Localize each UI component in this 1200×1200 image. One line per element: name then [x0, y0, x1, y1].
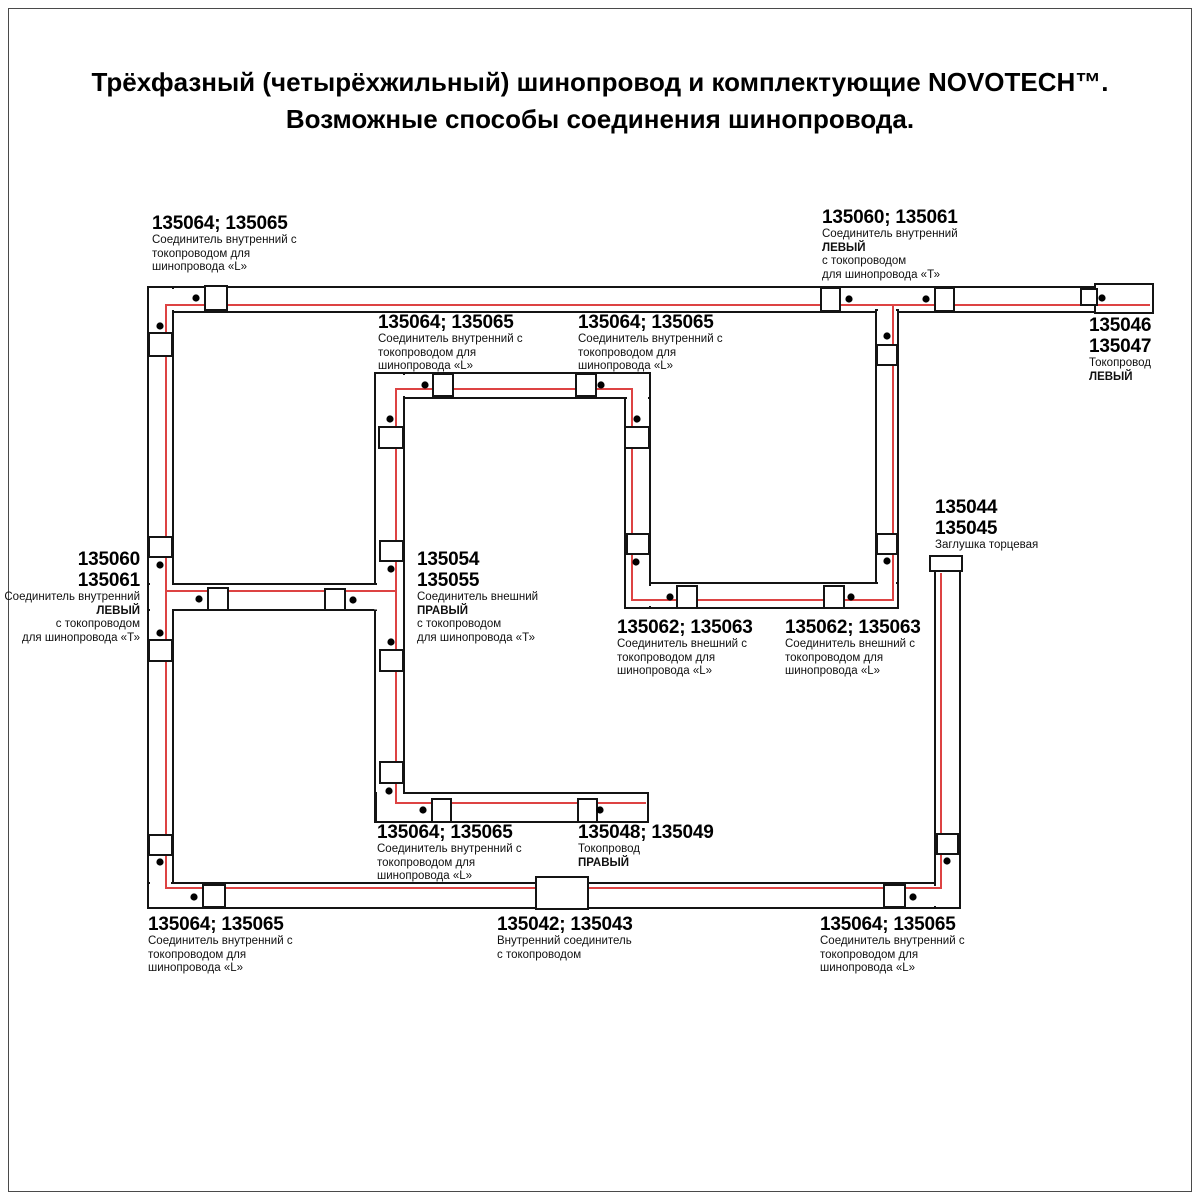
fixing-dot [922, 295, 929, 302]
part-description-line: с токопроводом [497, 948, 582, 961]
part-label-feed-left-top-right [1089, 315, 1151, 384]
connector-joint-box [824, 586, 844, 608]
part-description-line: токопроводом для [820, 948, 919, 961]
part-label-feed-right [578, 822, 714, 870]
part-description-line: Соединитель внешний с [617, 638, 748, 650]
fixing-dot [195, 595, 202, 602]
connector-joint-box [380, 762, 403, 783]
part-label-connector-external-L-2 [785, 617, 921, 679]
fixing-dot [1098, 294, 1105, 301]
fixing-dot [156, 629, 163, 636]
part-number: 135042; 135043 [497, 914, 633, 935]
connector-joint-box [149, 835, 172, 855]
part-description-line: токопроводом для [617, 651, 716, 664]
part-label-connector-internal-T-left-top [822, 207, 958, 282]
part-number: 135054 [417, 549, 480, 570]
title-line-1: Трёхфазный (четырёхжильный) шинопровод и комплектующие NOVOTECH™. [91, 67, 1109, 97]
fixing-dot [190, 893, 197, 900]
connector-joint-box [380, 650, 403, 671]
part-description-line: токопроводом для [152, 247, 251, 260]
part-description-line: токопроводом для [377, 856, 476, 869]
track-joint-fill [171, 289, 175, 310]
part-label-connector-internal-T-left-side [4, 549, 140, 645]
track-joint-fill [403, 375, 408, 396]
fixing-dot [387, 565, 394, 572]
track-joint-fill [874, 586, 879, 606]
part-number: 135062; 135063 [785, 617, 921, 638]
part-number: 135061 [77, 570, 140, 591]
fixing-dot [883, 332, 890, 339]
part-label-end-cap [935, 497, 1038, 553]
part-description-line: шинопровода «L» [578, 360, 674, 373]
connector-joint-box [149, 537, 172, 557]
part-description-line: ПРАВЫЙ [417, 604, 469, 617]
connector-joint-box [576, 374, 596, 396]
connector-joint-box [205, 286, 227, 310]
part-description-line: Токопровод [578, 843, 640, 855]
connector-joint-box [877, 345, 897, 365]
track-segment [930, 556, 962, 571]
fixing-dot [883, 557, 890, 564]
connector-joint-box [203, 885, 225, 907]
part-description-line: шинопровода «L» [148, 962, 244, 975]
part-description-line: Соединитель внутренний с [378, 333, 523, 345]
part-description-line: Соединитель внутренний с [820, 935, 965, 947]
fixing-dot [385, 787, 392, 794]
track-segment [625, 373, 650, 608]
track-segment [148, 584, 404, 610]
fixing-dot [156, 561, 163, 568]
track-joint-fill [150, 608, 172, 613]
track-joint-fill [171, 887, 175, 906]
part-description-line: ЛЕВЫЙ [96, 604, 140, 617]
part-description-line: шинопровода «L» [785, 665, 881, 678]
connector-joint-box [677, 586, 697, 608]
connector-joint-box [433, 374, 453, 396]
part-description-line: для шинопровода «Т» [22, 631, 140, 644]
connector-joint-box [379, 427, 403, 448]
connector-joint-box [208, 588, 228, 610]
fixing-dot [386, 415, 393, 422]
fixing-dot [666, 593, 673, 600]
title-line-2: Возможные способы соединения шинопровода. [285, 104, 915, 134]
part-number: 135048; 135049 [578, 822, 714, 843]
part-number: 135064; 135065 [377, 822, 513, 843]
part-number: 135064; 135065 [148, 914, 284, 935]
track-joint-fill [624, 375, 629, 396]
part-description-line: с токопроводом [55, 618, 140, 631]
connector-joint-box [536, 877, 588, 909]
part-description-line: ПРАВЫЙ [578, 856, 630, 869]
track-joint-fill [627, 581, 648, 586]
fixing-dot [156, 858, 163, 865]
fixing-dot [192, 294, 199, 301]
part-description-line: Соединитель внутренний с [377, 843, 522, 855]
part-number: 135064; 135065 [378, 312, 514, 333]
track-segment [375, 373, 650, 398]
fixing-dot [419, 806, 426, 813]
connector-joint-box [149, 640, 172, 661]
part-number: 135046 [1089, 315, 1152, 336]
connector-joint-box [578, 799, 597, 822]
fixing-dot [943, 857, 950, 864]
track-joint-fill [377, 608, 403, 613]
track-joint-fill [171, 586, 175, 608]
fixing-dot [597, 381, 604, 388]
track-joint-fill [627, 396, 648, 401]
part-description-line: Соединитель внешний [417, 591, 539, 603]
fixing-dot [632, 558, 639, 565]
track-segment [625, 583, 898, 608]
connector-joint-box [625, 427, 649, 448]
part-number: 135060 [77, 549, 140, 570]
track-joint-fill [150, 881, 171, 885]
fixing-dot [349, 596, 356, 603]
fixing-dot [421, 381, 428, 388]
track-segment [376, 793, 648, 822]
part-number: 135064; 135065 [820, 914, 956, 935]
part-description-line: Соединитель внутренний с [578, 333, 723, 345]
track-joint-fill [377, 583, 403, 589]
connector-joint-box [935, 288, 954, 311]
part-label-connector-internal-L-bottom-left [148, 914, 293, 976]
track-joint-fill [374, 586, 378, 610]
part-description-line: Соединитель внутренний с [148, 935, 293, 947]
connector-joint-box [380, 541, 403, 561]
connector-joint-box [937, 834, 958, 854]
fixing-dot [845, 295, 852, 302]
fixing-dot [156, 322, 163, 329]
part-label-connector-internal-L-bottom-mid [377, 822, 522, 884]
track-joint-fill [648, 586, 653, 606]
part-label-connector-external-L-1 [617, 617, 753, 679]
part-description-line: Соединитель внутренний [822, 228, 958, 240]
fixing-dot [909, 893, 916, 900]
fixing-dot [633, 415, 640, 422]
track-joint-fill [377, 396, 402, 401]
part-description-line: Соединитель внутренний с [152, 234, 297, 246]
part-description-line: для шинопровода «Т» [822, 268, 940, 281]
part-description-line: токопроводом для [578, 346, 677, 359]
part-description-line: Внутренний соединитель [497, 935, 632, 947]
part-description-line: шинопровода «L» [377, 870, 473, 883]
part-number: 135055 [417, 570, 480, 591]
connector-joint-box [325, 589, 345, 610]
part-number: 135044 [935, 497, 998, 518]
part-label-connector-internal-L-top-left [152, 213, 297, 275]
part-description-line: с токопроводом [417, 618, 502, 631]
fixing-dot [847, 593, 854, 600]
part-number: 135064; 135065 [152, 213, 288, 234]
part-description-line: Соединитель внешний с [785, 638, 916, 650]
connector-joint-box [877, 534, 897, 554]
part-description-line: шинопровода «L» [617, 665, 713, 678]
part-number: 135047 [1089, 336, 1152, 357]
connector-joint-box [1081, 289, 1097, 305]
part-description-line: токопроводом для [378, 346, 477, 359]
part-number: 135045 [935, 518, 998, 539]
track-joint-fill [150, 583, 172, 589]
part-description-line: шинопровода «L» [152, 261, 248, 274]
part-label-connector-external-T-right [417, 549, 538, 645]
part-description-line: Токопровод [1089, 357, 1151, 369]
part-description-line: с токопроводом [822, 255, 907, 268]
track-joint-fill [403, 795, 408, 821]
connector-joint-box [884, 885, 905, 907]
fixing-dot [596, 806, 603, 813]
connector-joint-box [821, 288, 840, 311]
part-description-line: Соединитель внутренний [4, 591, 140, 603]
part-description-line: для шинопровода «Т» [417, 631, 535, 644]
part-label-connector-internal-L-inner-2 [578, 312, 723, 374]
part-description-line: Заглушка торцевая [935, 539, 1039, 551]
part-description-line: ЛЕВЫЙ [822, 241, 866, 254]
connector-joint-box [149, 333, 172, 356]
connector-joint-box [432, 799, 451, 822]
track-joint-fill [150, 310, 171, 314]
part-description-line: ЛЕВЫЙ [1089, 370, 1133, 383]
part-description-line: токопроводом для [785, 651, 884, 664]
part-description-line: шинопровода «L» [820, 962, 916, 975]
part-label-connector-internal-L-inner-1 [378, 312, 523, 374]
fixing-dot [387, 638, 394, 645]
part-number: 135064; 135065 [578, 312, 714, 333]
part-description-line: шинопровода «L» [378, 360, 474, 373]
connector-joint-box [627, 534, 649, 554]
part-label-connector-internal-straight [497, 914, 633, 962]
part-number: 135060; 135061 [822, 207, 958, 228]
part-label-connector-internal-L-bottom-right [820, 914, 965, 976]
part-number: 135062; 135063 [617, 617, 753, 638]
part-description-line: токопроводом для [148, 948, 247, 961]
